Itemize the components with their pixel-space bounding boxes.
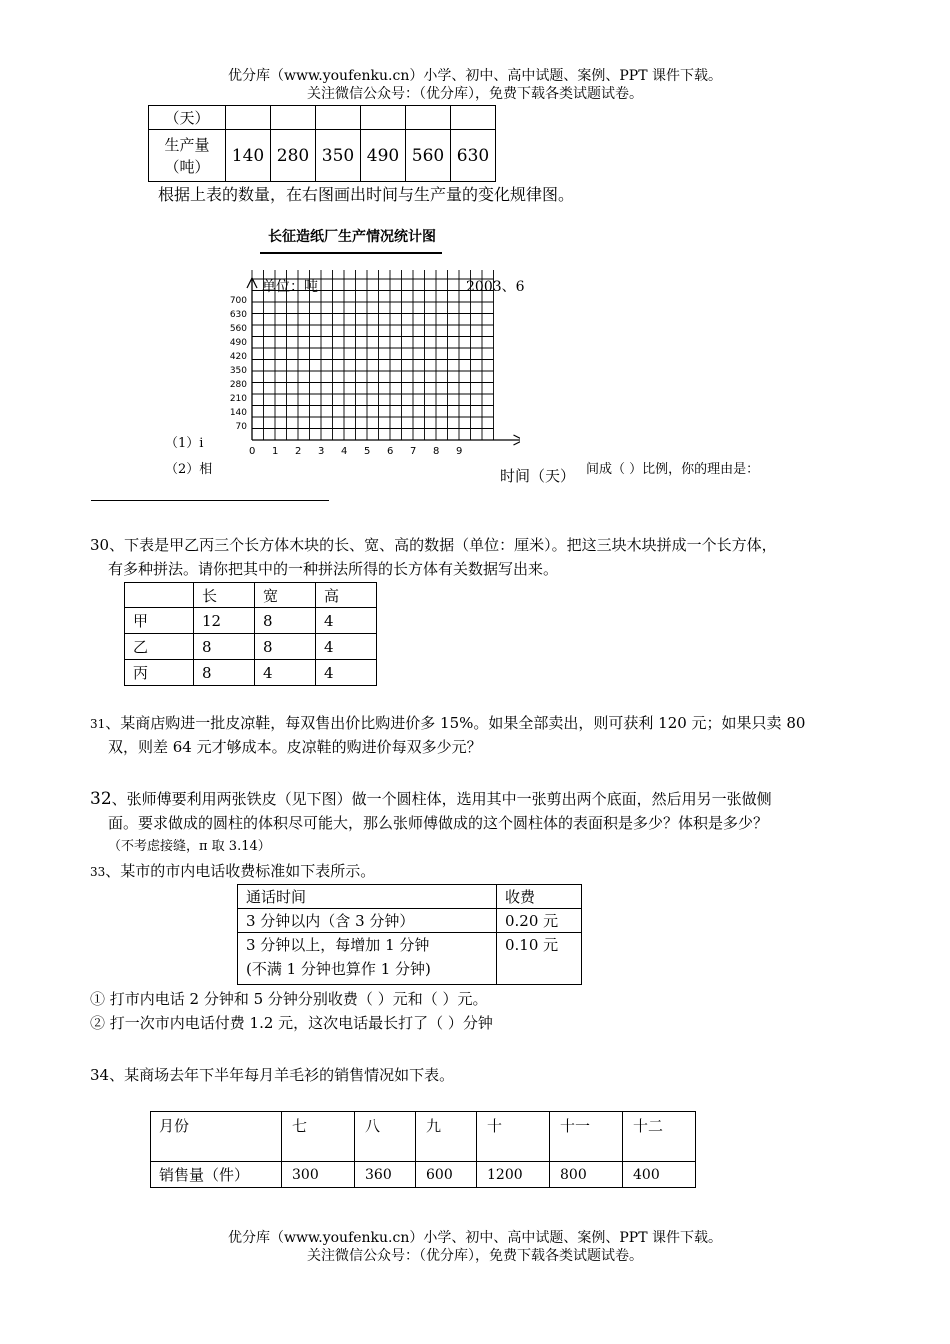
production-value: 560 (406, 130, 451, 182)
production-table (148, 105, 496, 182)
sweater-sales-table: 月份 七 八 九 十 十一 十二 销售量（件） 300 360 600 1200 800 400 (150, 1111, 696, 1188)
production-value: 630 (451, 130, 496, 182)
chart-axes (247, 278, 520, 445)
table-cell: 甲 (125, 608, 194, 634)
q33-question1: ① 打市内电话 2 分钟和 5 分钟分别收费（ ）元和（ ）元。 (90, 990, 488, 1008)
table-cell: 8 (194, 634, 255, 660)
q34-intro: 34、某商场去年下半年每月羊毛衫的销售情况如下表。 (90, 1066, 455, 1084)
footer-line-1: 优分库（www.youfenku.cn）小学、初中、高中试题、案例、PPT 课件下载。 (227, 1230, 722, 1246)
q29-sub1: （1）i (165, 436, 204, 451)
phone-fee-table: 通话时间 收费 3 分钟以内（含 3 分钟） 0.20 元 3 分钟以上，每增加 1 分钟 (不满 1 分钟也算作 1 分钟) 0.10 元 (237, 884, 582, 985)
x-tick-labels (249, 446, 462, 457)
y-tick-label: 630 (229, 310, 247, 320)
chart-date-label: 2003、6 (466, 279, 525, 295)
q29-instruction: 根据上表的数量，在右图画出时间与生产量的变化规律图。 (158, 185, 575, 204)
production-value: 280 (271, 130, 316, 182)
x-tick-label: 2 (295, 446, 302, 457)
y-tick-label: 70 (235, 422, 247, 432)
x-tick-label: 9 (456, 446, 463, 457)
block-table: 长 宽 高 甲 12 8 4 乙 8 8 4 丙 8 4 4 (124, 582, 377, 686)
table-cell: 4 (255, 660, 316, 686)
table-cell: 8 (255, 634, 316, 660)
y-tick-label: 210 (229, 394, 247, 404)
q30-line2: 有多种拼法。请你把其中的一种拼法所得的长方体有关数据写出来。 (108, 560, 559, 578)
table-cell: 乙 (125, 634, 194, 660)
table-cell: 8 (194, 660, 255, 686)
q32-line2: 面。要求做成的圆柱的体积尽可能大，那么张师傅做成的这个圆柱体的表面积是多少？体积是多少？ (108, 814, 769, 832)
table-cell: 12 (194, 608, 255, 634)
x-tick-label: 3 (318, 446, 325, 457)
table-cell: 丙 (125, 660, 194, 686)
production-value: 490 (361, 130, 406, 182)
table-cell: 4 (316, 608, 377, 634)
x-tick-label: 5 (364, 446, 371, 457)
x-tick-label: 8 (433, 446, 440, 457)
q31-line2: 双，则差 64 元才够成本。皮凉鞋的购进价每双多少元？ (108, 738, 482, 756)
q33-question2: ② 打一次市内电话付费 1.2 元，这次电话最长打了（ ）分钟 (90, 1014, 493, 1032)
table-cell: 4 (316, 634, 377, 660)
q29-sub2: （2）相 (165, 462, 213, 477)
q32-line1: 32、张师傅要利用两张铁皮（见下图）做一个圆柱体，选用其中一张剪出两个底面，然后用另一张做侧 (90, 789, 772, 809)
table-cell: 8 (255, 608, 316, 634)
chart-unit-label: 单位：吨 (262, 279, 318, 295)
header-line-2: 关注微信公众号：（优分库），免费下载各类试题试卷。 (307, 86, 643, 102)
q30-line1: 30、下表是甲乙丙三个长方体木块的长、宽、高的数据（单位：厘米）。把这三块木块拼成一个长方体， (90, 536, 777, 554)
chart-grid (252, 270, 494, 440)
x-tick-label: 1 (272, 446, 279, 457)
x-axis-label: 时间（天） (500, 467, 576, 485)
x-tick-label: 4 (341, 446, 348, 457)
y-tick-label: 280 (229, 380, 247, 390)
production-value: 140 (226, 130, 271, 182)
y-tick-label: 560 (229, 324, 247, 334)
chart-title-underline (260, 252, 442, 254)
chart-title: 长征造纸厂生产情况统计图 (268, 229, 436, 245)
footer-line-2: 关注微信公众号：（优分库），免费下载各类试题试卷。 (307, 1248, 643, 1264)
q33-intro: 33、某市的市内电话收费标准如下表所示。 (90, 862, 376, 880)
answer-line (91, 500, 329, 501)
q31-line1: 31、某商店购进一批皮凉鞋，每双售出价比购进价多 15%。如果全部卖出，则可获利 120 元；如果只卖 80 (90, 714, 806, 732)
production-value: 350 (316, 130, 361, 182)
y-tick-label: 350 (229, 366, 247, 376)
statistics-chart (215, 270, 520, 460)
y-tick-label: 700 (229, 296, 247, 306)
q29-sub2-tail: 间成（ ）比例，你的理由是： (586, 462, 760, 477)
x-tick-label: 0 (249, 446, 256, 457)
table-cell: 4 (316, 660, 377, 686)
production-row-label: 生产量 （吨） (149, 130, 226, 182)
q32-line3: （不考虑接缝，π 取 3.14） (108, 839, 271, 854)
y-tick-label: 420 (229, 352, 247, 362)
y-tick-label: 490 (229, 338, 247, 348)
y-tick-labels (230, 296, 247, 432)
x-tick-label: 6 (387, 446, 394, 457)
x-tick-label: 7 (410, 446, 417, 457)
time-row-label: （天） (149, 106, 226, 130)
y-tick-label: 140 (229, 408, 247, 418)
header-line-1: 优分库（www.youfenku.cn）小学、初中、高中试题、案例、PPT 课件下载。 (227, 68, 722, 84)
